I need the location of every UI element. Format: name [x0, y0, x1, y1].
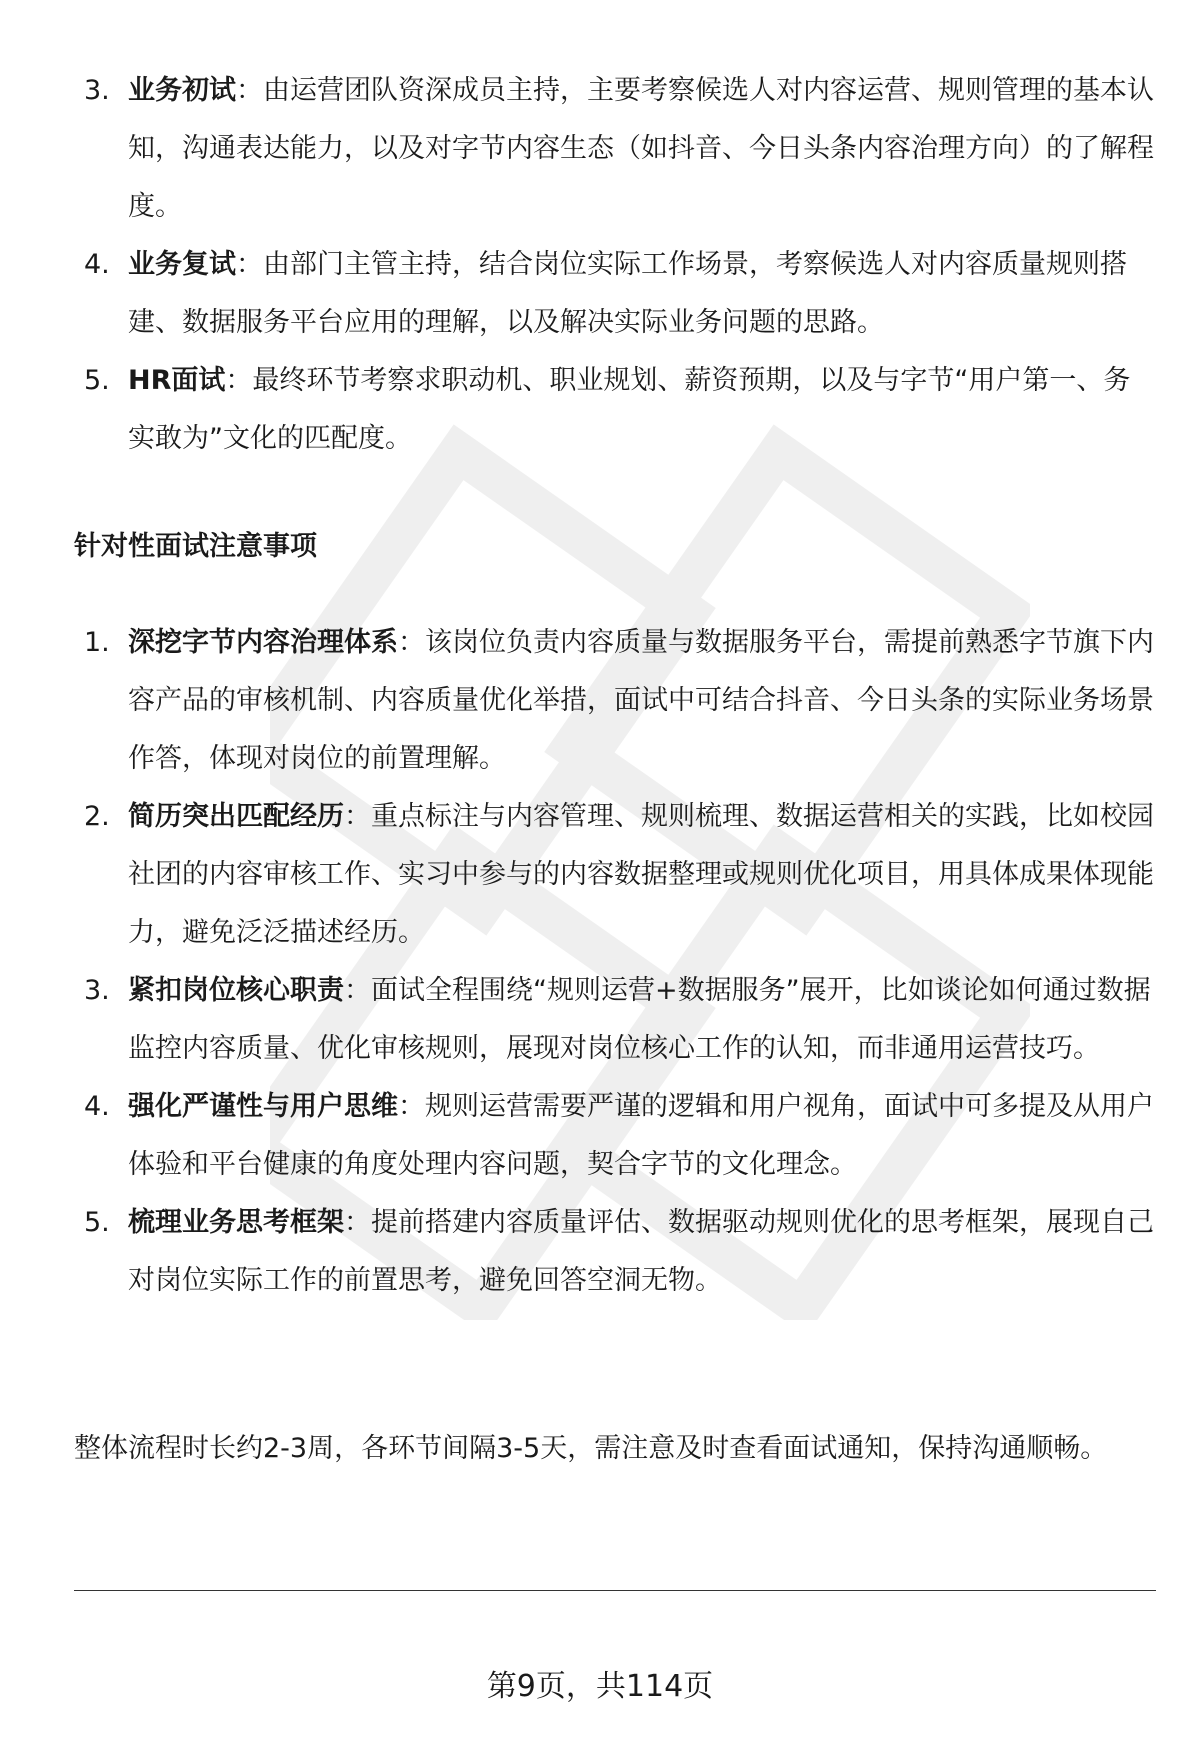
list-item: [74, 1078, 1154, 1194]
list-item-text: ：提前搭建内容质量评估、数据驱动规则优化的思考框架，展现自己对岗位实际工作的前置思考，避免回答空洞无物。: [128, 1207, 1154, 1296]
interview-tips-list: [74, 614, 1154, 1310]
list-item-text: ：面试全程围绕“规则运营+数据服务”展开，比如谈论如何通过数据监控内容质量、优化审核规则，展现对岗位核心工作的认知，而非通用运营技巧。: [128, 975, 1151, 1064]
list-item-title: 简历突出匹配经历: [128, 801, 344, 832]
list-item-title: 强化严谨性与用户思维: [128, 1091, 398, 1122]
list-number: 5.: [84, 1207, 110, 1238]
list-item: [74, 962, 1154, 1078]
list-item-text: ：最终环节考察求职动机、职业规划、薪资预期，以及与字节“用户第一、务实敢为”文化的匹配度。: [128, 365, 1131, 454]
summary-paragraph: 整体流程时长约2-3周，各环节间隔3-5天，需注意及时查看面试通知，保持沟通顺畅。: [74, 1433, 1108, 1464]
list-number: 2.: [84, 801, 110, 832]
list-item-text: ：该岗位负责内容质量与数据服务平台，需提前熟悉字节旗下内容产品的审核机制、内容质量优化举措，面试中可结合抖音、今日头条的实际业务场景作答，体现对岗位的前置理解。: [128, 627, 1154, 774]
list-number: 5.: [84, 365, 110, 396]
list-item: [74, 614, 1154, 788]
list-item-title: 深挖字节内容治理体系: [128, 627, 398, 658]
list-item-text: ：由部门主管主持，结合岗位实际工作场景，考察候选人对内容质量规则搭建、数据服务平台应用的理解，以及解决实际业务问题的思路。: [128, 249, 1127, 338]
list-item-title: 业务复试: [128, 249, 236, 280]
list-number: 3.: [84, 75, 110, 106]
interview-stages-list: [74, 62, 1154, 468]
page-number: 第9页，共114页: [486, 1669, 714, 1704]
list-item-text: ：规则运营需要严谨的逻辑和用户视角，面试中可多提及从用户体验和平台健康的角度处理内容问题，契合字节的文化理念。: [128, 1091, 1154, 1180]
list-number: 3.: [84, 975, 110, 1006]
list-item: [74, 236, 1154, 352]
list-item-title: 梳理业务思考框架: [128, 1207, 344, 1238]
list-item-text: ：重点标注与内容管理、规则梳理、数据运营相关的实践，比如校园社团的内容审核工作、实习中参与的内容数据整理或规则优化项目，用具体成果体现能力，避免泛泛描述经历。: [128, 801, 1154, 948]
list-number: 4.: [84, 1091, 110, 1122]
list-item: [74, 352, 1154, 468]
list-item-title: HR面试: [128, 365, 226, 396]
list-item-text: ：由运营团队资深成员主持，主要考察候选人对内容运营、规则管理的基本认知，沟通表达能力，以及对字节内容生态（如抖音、今日头条内容治理方向）的了解程度。: [128, 75, 1154, 222]
section-heading: 针对性面试注意事项: [74, 531, 317, 562]
list-item: [74, 62, 1154, 236]
list-item: [74, 788, 1154, 962]
list-item: [74, 1194, 1154, 1310]
list-number: 1.: [84, 627, 110, 658]
list-number: 4.: [84, 249, 110, 280]
list-item-title: 紧扣岗位核心职责: [128, 975, 344, 1006]
footer-divider: [74, 1590, 1156, 1591]
list-item-title: 业务初试: [128, 75, 236, 106]
